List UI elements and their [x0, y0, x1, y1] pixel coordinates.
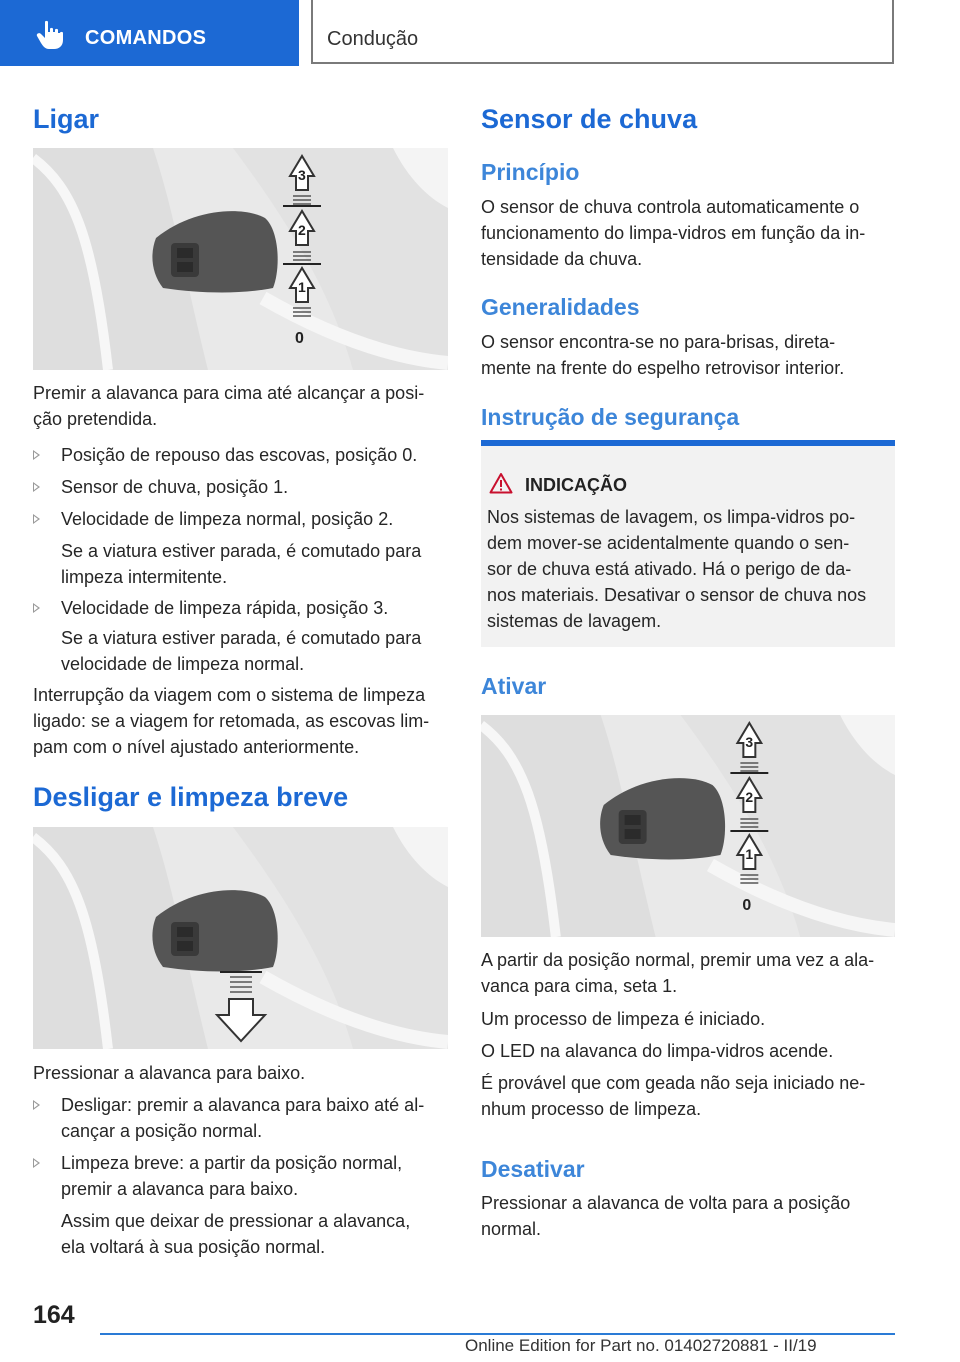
list-item-text: Velocidade de limpeza normal, posição 2. [61, 509, 394, 529]
text-line: vanca para cima, seta 1. [481, 976, 678, 996]
text-line: Desligar: premir a alavanca para baixo até al- [61, 1095, 425, 1115]
text-line: Pressionar a alavanca de volta para a posição [481, 1193, 851, 1213]
paragraph-desativar [481, 1190, 901, 1242]
text-line: velocidade de limpeza normal. [61, 654, 305, 674]
text-line: O sensor encontra-se no para-brisas, direta- [481, 332, 836, 352]
heading-ativar: Ativar [481, 673, 547, 699]
page-number: 164 [33, 1301, 75, 1329]
paragraph-ativar [481, 947, 901, 999]
text-line: Interrupção da viagem com o sistema de limpeza [33, 685, 426, 705]
list-item-text: Posição de repouso das escovas, posição 0. [61, 445, 418, 465]
text-line: O sensor de chuva controla automaticamente o [481, 197, 860, 217]
heading-principio: Princípio [481, 159, 580, 185]
fig-label-1: 1 [298, 279, 306, 295]
list-item-text: Sensor de chuva, posição 1. [61, 477, 289, 497]
footer-divider [100, 1333, 895, 1335]
section-label: COMANDOS [85, 27, 207, 49]
bullet-triangle-icon [33, 450, 40, 460]
text-line: limpeza intermitente. [61, 567, 228, 587]
bullet-triangle-icon [33, 603, 40, 613]
list-item-text [61, 1150, 453, 1202]
paragraph-pressionar: Pressionar a alavanca para baixo. [33, 1063, 306, 1083]
bullet-triangle-icon [33, 514, 40, 524]
notice-title: INDICAÇÃO [525, 475, 627, 495]
paragraph-generalidades [481, 329, 901, 381]
text-line: Premir a alavanca para cima até alcançar a posi- [33, 383, 425, 403]
list-item [33, 1092, 453, 1144]
footer-edition: Online Edition for Part no. 01402720881 - II/19 [465, 1336, 817, 1355]
text-line: tensidade da chuva. [481, 249, 643, 269]
paragraph-ligar [33, 380, 448, 432]
text-line: Assim que deixar de pressionar a alavanca, [61, 1211, 411, 1231]
text-line: normal. [481, 1219, 542, 1239]
text-line: Limpeza breve: a partir da posição normal, [61, 1153, 403, 1173]
bullet-triangle-icon [33, 1100, 40, 1110]
list-item [33, 442, 448, 468]
fig-label-0: 0 [742, 896, 752, 915]
list-item [33, 474, 448, 500]
paragraph-led: O LED na alavanca do limpa-vidros acende. [481, 1041, 834, 1061]
chapter-label: Condução [327, 28, 419, 50]
hand-pointer-icon [36, 20, 64, 50]
text-line: cançar a posição normal. [61, 1121, 263, 1141]
chapter-box [311, 0, 894, 64]
paragraph-principio [481, 194, 901, 272]
list-subtext [61, 625, 451, 677]
list-item-text: Velocidade de limpeza rápida, posição 3. [61, 598, 389, 618]
fig-label-1: 1 [745, 845, 754, 863]
heading-ligar: Ligar [33, 104, 100, 134]
text-line: dem mover-se acidentalmente quando o sen- [487, 533, 850, 553]
fig-label-0: 0 [295, 330, 304, 347]
text-line: A partir da posição normal, premir uma vez a ala- [481, 950, 875, 970]
fig-label-3: 3 [745, 733, 754, 751]
list-subtext [61, 1208, 453, 1260]
heading-desligar: Desligar e limpeza breve [33, 782, 349, 812]
fig-label-2: 2 [298, 222, 306, 238]
text-line: ela voltará à sua posição normal. [61, 1237, 326, 1257]
list-subtext [61, 538, 451, 590]
heading-desativar: Desativar [481, 1156, 585, 1182]
figure-lever-up [33, 148, 448, 370]
text-line: sor de chuva está ativado. Há o perigo de da- [487, 559, 852, 579]
fig-label-3: 3 [298, 167, 306, 183]
heading-sensor-chuva: Sensor de chuva [481, 104, 698, 134]
paragraph-processo: Um processo de limpeza é iniciado. [481, 1009, 766, 1029]
text-line: nos materiais. Desativar o sensor de chuva nos [487, 585, 867, 605]
paragraph-interrupcao [33, 682, 453, 760]
figure-lever-down [33, 827, 448, 1049]
bullet-triangle-icon [33, 1158, 40, 1168]
notice-body [487, 504, 887, 634]
bullet-triangle-icon [33, 482, 40, 492]
heading-instrucao-seguranca: Instrução de segurança [481, 404, 740, 430]
text-line: Se a viatura estiver parada, é comutado para [61, 541, 422, 561]
text-line: sistemas de lavagem. [487, 611, 662, 631]
heading-generalidades: Generalidades [481, 294, 640, 320]
list-item [33, 1150, 453, 1202]
text-line: premir a alavanca para baixo. [61, 1179, 299, 1199]
text-line: ligado: se a viagem for retomada, as escovas lim- [33, 711, 430, 731]
text-line: funcionamento do limpa-vidros em função da in- [481, 223, 866, 243]
section-tab [0, 0, 299, 66]
text-line: nhum processo de limpeza. [481, 1099, 702, 1119]
fig-label-2: 2 [745, 788, 754, 806]
text-line: É provável que com geada não seja iniciado ne- [481, 1073, 866, 1093]
list-item-text [61, 1092, 453, 1144]
list-item [33, 506, 448, 532]
warning-triangle-icon [489, 472, 513, 494]
text-line: pam com o nível ajustado anteriormente. [33, 737, 360, 757]
text-line: Nos sistemas de lavagem, os limpa-vidros po- [487, 507, 856, 527]
text-line: mente na frente do espelho retrovisor interior. [481, 358, 845, 378]
text-line: Se a viatura estiver parada, é comutado para [61, 628, 422, 648]
list-item [33, 595, 448, 621]
figure-lever-activate [481, 715, 895, 937]
paragraph-geada [481, 1070, 901, 1122]
text-line: ção pretendida. [33, 409, 158, 429]
safety-notice [481, 440, 895, 647]
